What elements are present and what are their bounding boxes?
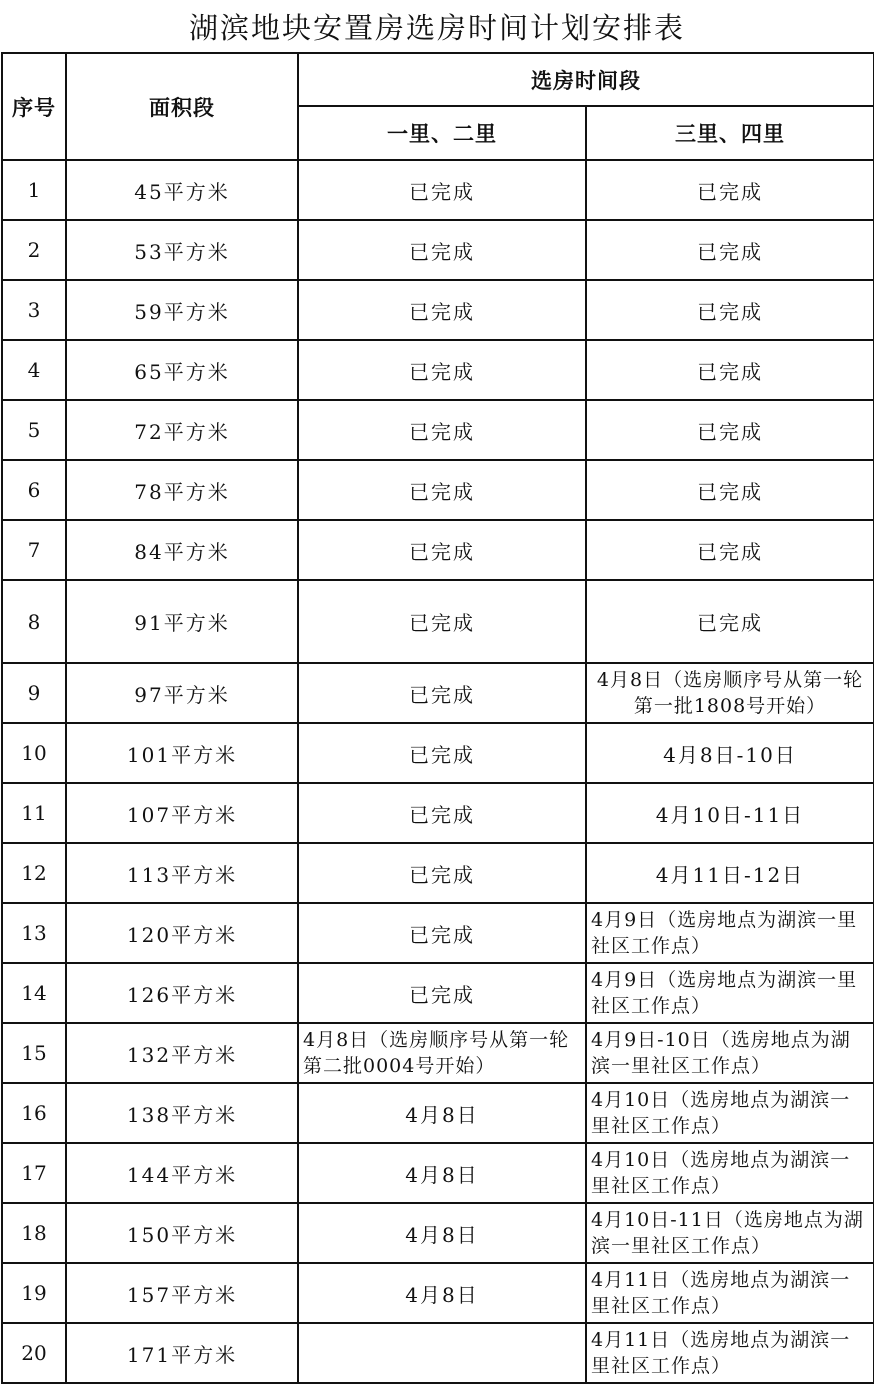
cell-seq: 5 — [2, 400, 66, 460]
cell-seq: 4 — [2, 340, 66, 400]
cell-seq: 10 — [2, 723, 66, 783]
cell-group-a: 已完成 — [298, 963, 586, 1023]
cell-group-a: 已完成 — [298, 580, 586, 663]
cell-seq: 17 — [2, 1143, 66, 1203]
header-area: 面积段 — [66, 53, 298, 160]
cell-seq: 16 — [2, 1083, 66, 1143]
cell-group-a: 已完成 — [298, 520, 586, 580]
cell-group-a — [298, 1323, 586, 1383]
cell-group-b: 4月11日-12日 — [586, 843, 874, 903]
table-row — [2, 1323, 874, 1383]
cell-area: 157平方米 — [66, 1263, 298, 1323]
header-seq: 序号 — [2, 53, 66, 160]
cell-seq: 6 — [2, 460, 66, 520]
cell-area: 84平方米 — [66, 520, 298, 580]
cell-area: 65平方米 — [66, 340, 298, 400]
cell-group-a: 已完成 — [298, 340, 586, 400]
cell-group-b: 4月10日-11日 — [586, 783, 874, 843]
cell-seq: 13 — [2, 903, 66, 963]
page-title: 湖滨地块安置房选房时间计划安排表 — [188, 10, 685, 45]
cell-seq: 2 — [2, 220, 66, 280]
cell-seq: 18 — [2, 1203, 66, 1263]
table-row — [2, 1083, 874, 1143]
cell-group-a: 4月8日 — [298, 1083, 586, 1143]
cell-area: 126平方米 — [66, 963, 298, 1023]
table-row — [2, 280, 874, 340]
cell-group-a: 已完成 — [298, 460, 586, 520]
cell-area: 59平方米 — [66, 280, 298, 340]
cell-group-a: 4月8日 — [298, 1263, 586, 1323]
cell-seq: 12 — [2, 843, 66, 903]
cell-group-b: 4月8日（选房顺序号从第一轮第一批1808号开始） — [586, 663, 874, 723]
cell-area: 53平方米 — [66, 220, 298, 280]
table-row — [2, 723, 874, 783]
cell-group-a: 已完成 — [298, 903, 586, 963]
table-row — [2, 663, 874, 723]
cell-group-a: 已完成 — [298, 160, 586, 220]
cell-group-b: 4月10日-11日（选房地点为湖滨一里社区工作点） — [586, 1203, 874, 1263]
cell-area: 138平方米 — [66, 1083, 298, 1143]
table-row — [2, 903, 874, 963]
cell-group-b: 4月9日（选房地点为湖滨一里社区工作点） — [586, 963, 874, 1023]
cell-group-a: 4月8日 — [298, 1143, 586, 1203]
cell-group-b: 已完成 — [586, 520, 874, 580]
cell-group-a: 已完成 — [298, 723, 586, 783]
cell-group-b: 4月9日-10日（选房地点为湖滨一里社区工作点） — [586, 1023, 874, 1083]
cell-group-a: 4月8日（选房顺序号从第一轮第二批0004号开始） — [298, 1023, 586, 1083]
cell-area: 113平方米 — [66, 843, 298, 903]
cell-seq: 7 — [2, 520, 66, 580]
table-row — [2, 520, 874, 580]
cell-group-b: 已完成 — [586, 460, 874, 520]
header-group-a: 一里、二里 — [298, 106, 586, 160]
table-row — [2, 963, 874, 1023]
cell-group-a: 已完成 — [298, 843, 586, 903]
cell-seq: 14 — [2, 963, 66, 1023]
cell-group-b: 4月11日（选房地点为湖滨一里社区工作点） — [586, 1323, 874, 1383]
table-row — [2, 843, 874, 903]
cell-group-a: 已完成 — [298, 663, 586, 723]
cell-seq: 20 — [2, 1323, 66, 1383]
cell-area: 120平方米 — [66, 903, 298, 963]
cell-group-a: 已完成 — [298, 280, 586, 340]
table-row — [2, 340, 874, 400]
table-row — [2, 1263, 874, 1323]
cell-group-b: 已完成 — [586, 400, 874, 460]
cell-area: 72平方米 — [66, 400, 298, 460]
cell-area: 78平方米 — [66, 460, 298, 520]
cell-group-b: 已完成 — [586, 160, 874, 220]
cell-group-b: 4月8日-10日 — [586, 723, 874, 783]
table-row — [2, 460, 874, 520]
cell-group-b: 4月9日（选房地点为湖滨一里社区工作点） — [586, 903, 874, 963]
cell-area: 171平方米 — [66, 1323, 298, 1383]
cell-group-b: 4月10日（选房地点为湖滨一里社区工作点） — [586, 1083, 874, 1143]
cell-group-a: 已完成 — [298, 400, 586, 460]
table-row — [2, 1143, 874, 1203]
cell-area: 132平方米 — [66, 1023, 298, 1083]
cell-group-b: 已完成 — [586, 340, 874, 400]
cell-seq: 8 — [2, 580, 66, 663]
table-row — [2, 1203, 874, 1263]
cell-area: 91平方米 — [66, 580, 298, 663]
cell-group-b: 4月11日（选房地点为湖滨一里社区工作点） — [586, 1263, 874, 1323]
cell-group-b: 已完成 — [586, 580, 874, 663]
cell-group-a: 4月8日 — [298, 1203, 586, 1263]
cell-group-b: 4月10日（选房地点为湖滨一里社区工作点） — [586, 1143, 874, 1203]
cell-seq: 19 — [2, 1263, 66, 1323]
table-row — [2, 220, 874, 280]
schedule-table — [1, 52, 874, 1384]
cell-seq: 11 — [2, 783, 66, 843]
table-row — [2, 1023, 874, 1083]
table-row — [2, 580, 874, 663]
cell-group-a: 已完成 — [298, 783, 586, 843]
header-group-b: 三里、四里 — [586, 106, 874, 160]
table-row — [2, 783, 874, 843]
cell-seq: 15 — [2, 1023, 66, 1083]
header-period: 选房时间段 — [298, 53, 874, 106]
cell-seq: 9 — [2, 663, 66, 723]
cell-area: 150平方米 — [66, 1203, 298, 1263]
cell-group-b: 已完成 — [586, 280, 874, 340]
table-row — [2, 400, 874, 460]
table-row — [2, 160, 874, 220]
cell-group-b: 已完成 — [586, 220, 874, 280]
cell-area: 107平方米 — [66, 783, 298, 843]
cell-area: 101平方米 — [66, 723, 298, 783]
cell-group-a: 已完成 — [298, 220, 586, 280]
cell-area: 45平方米 — [66, 160, 298, 220]
cell-seq: 3 — [2, 280, 66, 340]
cell-seq: 1 — [2, 160, 66, 220]
cell-area: 97平方米 — [66, 663, 298, 723]
cell-area: 144平方米 — [66, 1143, 298, 1203]
